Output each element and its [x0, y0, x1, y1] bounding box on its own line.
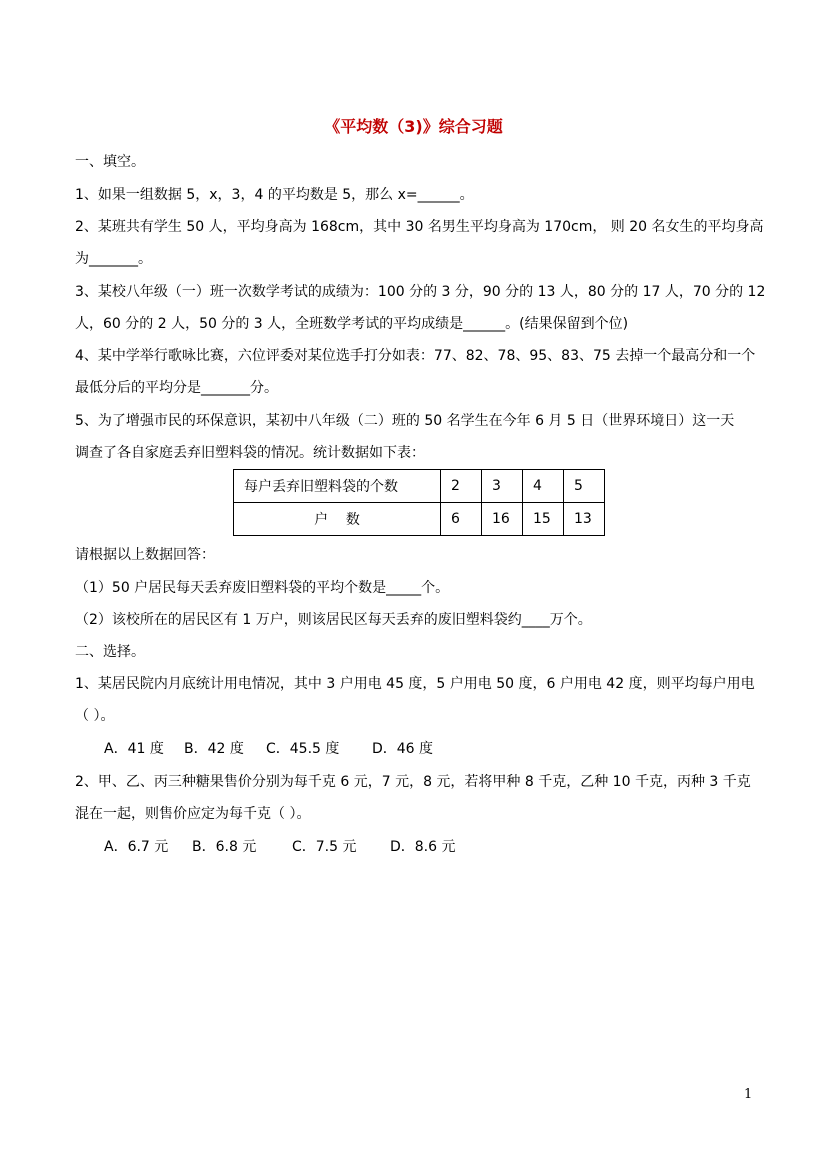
table-row	[234, 470, 605, 503]
table-cell: 16	[482, 503, 523, 536]
question-1-2-line2: 为_______。	[75, 251, 152, 267]
question-1-5-prompt: 请根据以上数据回答：	[75, 547, 215, 563]
option-b: B．6.8 元	[192, 839, 257, 855]
option-a: A．6.7 元	[104, 839, 169, 855]
question-1-5-sub2: （2）该校所在的居民区有 1 万户，则该居民区每天丢弃的废旧塑料袋约____万个。	[75, 612, 592, 628]
table-row	[234, 503, 605, 536]
question-2-1-line2: （ ）。	[75, 708, 115, 724]
question-1-2-line1: 2、某班共有学生 50 人，平均身高为 168cm，其中 30 名男生平均身高为 170cm， 则 20 名女生的平均身高	[75, 219, 764, 235]
question-2-1-line1: 1、某居民院内月底统计用电情况，其中 3 户用电 45 度，5 户用电 50 度，6 户用电 42 度，则平均每户用电	[75, 676, 755, 692]
option-d: D．46 度	[372, 741, 434, 757]
page-title: 《平均数（3)》综合习题	[324, 117, 503, 136]
question-2-2-line1: 2、甲、乙、丙三种糖果售价分别为每千克 6 元，7 元，8 元，若将甲种 8 千克，乙种 10 千克，丙种 3 千克	[75, 774, 751, 790]
table-header-cell: 每户丢弃旧塑料袋的个数	[234, 470, 441, 503]
question-1-5-line1: 5、为了增强市民的环保意识，某初中八年级（二）班的 50 名学生在今年 6 月 5 日（世界环境日）这一天	[75, 413, 735, 429]
option-c: C．7.5 元	[292, 839, 357, 855]
plastic-bag-table	[233, 469, 605, 536]
table-header-cell: 户 数	[234, 503, 441, 536]
option-c: C．45.5 度	[266, 741, 340, 757]
question-2-2-line2: 混在一起，则售价应定为每千克（ ）。	[75, 806, 311, 822]
question-1-5-line2: 调查了各自家庭丢弃旧塑料袋的情况。统计数据如下表：	[75, 445, 425, 461]
table-cell: 3	[482, 470, 523, 503]
table-cell: 6	[441, 503, 482, 536]
table-cell: 5	[564, 470, 605, 503]
section2-heading: 二、选择。	[75, 644, 145, 660]
question-1-1: 1、如果一组数据 5，x，3，4 的平均数是 5，那么 x=______。	[75, 187, 474, 203]
option-a: A．41 度	[104, 741, 164, 757]
question-1-4-line2: 最低分后的平均分是_______分。	[75, 380, 278, 396]
question-2-1-options	[104, 738, 433, 758]
question-1-3-line2: 人，60 分的 2 人，50 分的 3 人，全班数学考试的平均成绩是______。(结果保留到个位)	[75, 316, 629, 332]
table-cell: 13	[564, 503, 605, 536]
option-b: B．42 度	[184, 741, 244, 757]
table-cell: 2	[441, 470, 482, 503]
question-1-3-line1: 3、某校八年级（一）班一次数学考试的成绩为：100 分的 3 分，90 分的 13 人，80 分的 17 人，70 分的 12	[75, 284, 766, 300]
question-2-2-options	[104, 836, 456, 856]
option-d: D．8.6 元	[390, 839, 456, 855]
table-cell: 4	[523, 470, 564, 503]
table-cell: 15	[523, 503, 564, 536]
page-number: 1	[744, 1087, 753, 1102]
question-1-5-sub1: （1）50 户居民每天丢弃废旧塑料袋的平均个数是_____个。	[75, 580, 450, 596]
question-1-4-line1: 4、某中学举行歌咏比赛，六位评委对某位选手打分如表：77、82、78、95、83、75 去掉一个最高分和一个	[75, 348, 756, 364]
section1-heading: 一、填空。	[75, 154, 145, 170]
